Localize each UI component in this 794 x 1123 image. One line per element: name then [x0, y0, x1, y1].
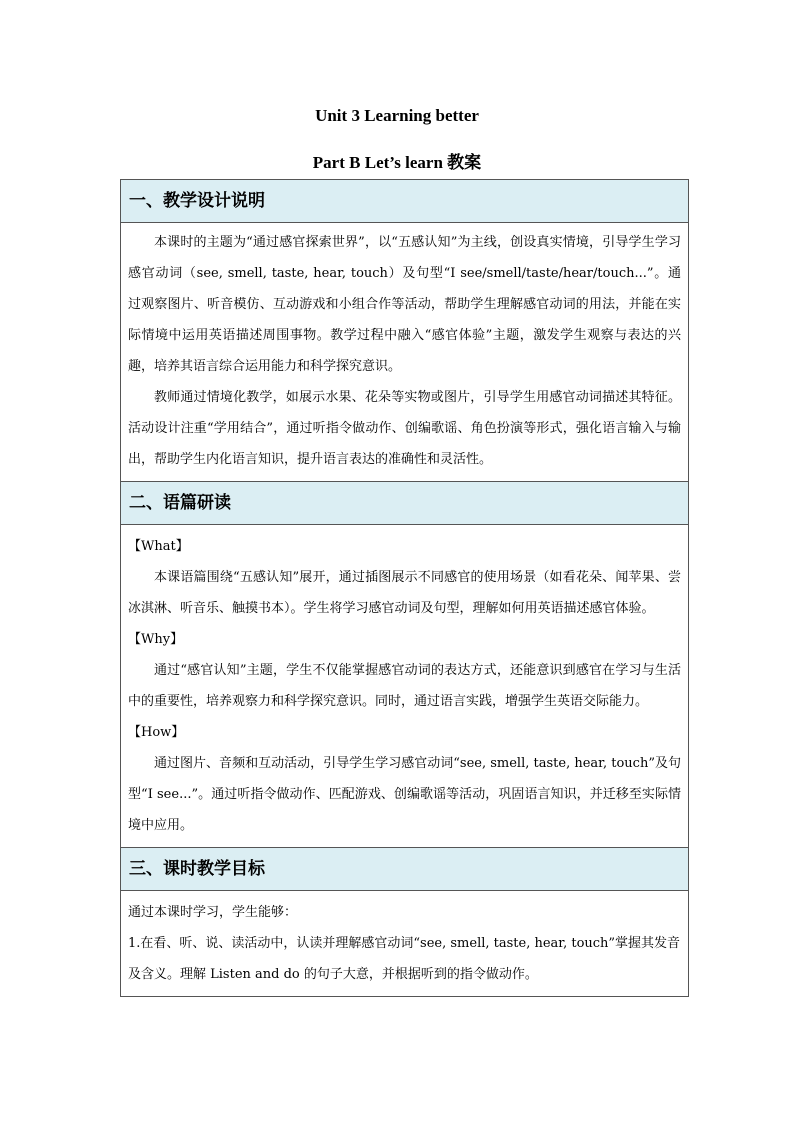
- section-body-objectives: [121, 891, 689, 997]
- document-subtitle: Part B Let’s learn 教案: [312, 153, 482, 172]
- section-body-design: [121, 223, 689, 482]
- section-heading-text-study: 二、语篇研读: [121, 482, 689, 525]
- why-label: 【Why】: [128, 632, 184, 647]
- how-paragraph: 通过图片、音频和互动活动，引导学生学习感官动词“see, smell, taste, hear, touch”及句型“I see...”。通过听指令做动作、匹配游戏、创编歌谣等活动，巩固语言知识，并迁移至实际情境中应用。: [128, 756, 681, 833]
- section-heading-objectives: 三、课时教学目标: [121, 848, 689, 891]
- objectives-intro: 通过本课时学习，学生能够：: [128, 905, 298, 920]
- document-title: Unit 3 Learning better: [315, 106, 479, 125]
- objective-item-1: 1.在看、听、说、读活动中，认读并理解感官动词“see, smell, taste, hear, touch”掌握其发音及含义。理解 Listen and do 的句子大意，并根据听到的指令做动作。: [128, 936, 681, 982]
- why-paragraph: 通过“感官认知”主题，学生不仅能掌握感官动词的表达方式，还能意识到感官在学习与生活中的重要性，培养观察力和科学探究意识。同时，通过语言实践，增强学生英语交际能力。: [128, 663, 681, 709]
- design-paragraph-1: 本课时的主题为“通过感官探索世界”，以“五感认知”为主线，创设真实情境，引导学生学习感官动词（see, smell, taste, hear, touch）及句型“I see/smell/taste/hear/touch...”。通过观察图片、听音模仿、互动游戏和小组合作等活动，帮助学生理解感官动词的用法，并能在实际情境中运用英语描述周围事物。教学过程中融入“感官体验”主题，激发学生观察与表达的兴趣，培养其语言综合运用能力和科学探究意识。: [128, 235, 681, 374]
- what-paragraph: 本课语篇围绕“五感认知”展开，通过插图展示不同感官的使用场景（如看花朵、闻苹果、尝冰淇淋、听音乐、触摸书本）。学生将学习感官动词及句型，理解如何用英语描述感官体验。: [128, 570, 681, 616]
- section-heading-design: 一、教学设计说明: [121, 180, 689, 223]
- lesson-plan-table: [120, 179, 689, 997]
- design-paragraph-2: 教师通过情境化教学，如展示水果、花朵等实物或图片，引导学生用感官动词描述其特征。活动设计注重“学用结合”，通过听指令做动作、创编歌谣、角色扮演等形式，强化语言输入与输出，帮助学生内化语言知识，提升语言表达的准确性和灵活性。: [128, 390, 681, 467]
- what-label: 【What】: [128, 539, 189, 554]
- section-body-text-study: [121, 525, 689, 848]
- how-label: 【How】: [128, 725, 185, 740]
